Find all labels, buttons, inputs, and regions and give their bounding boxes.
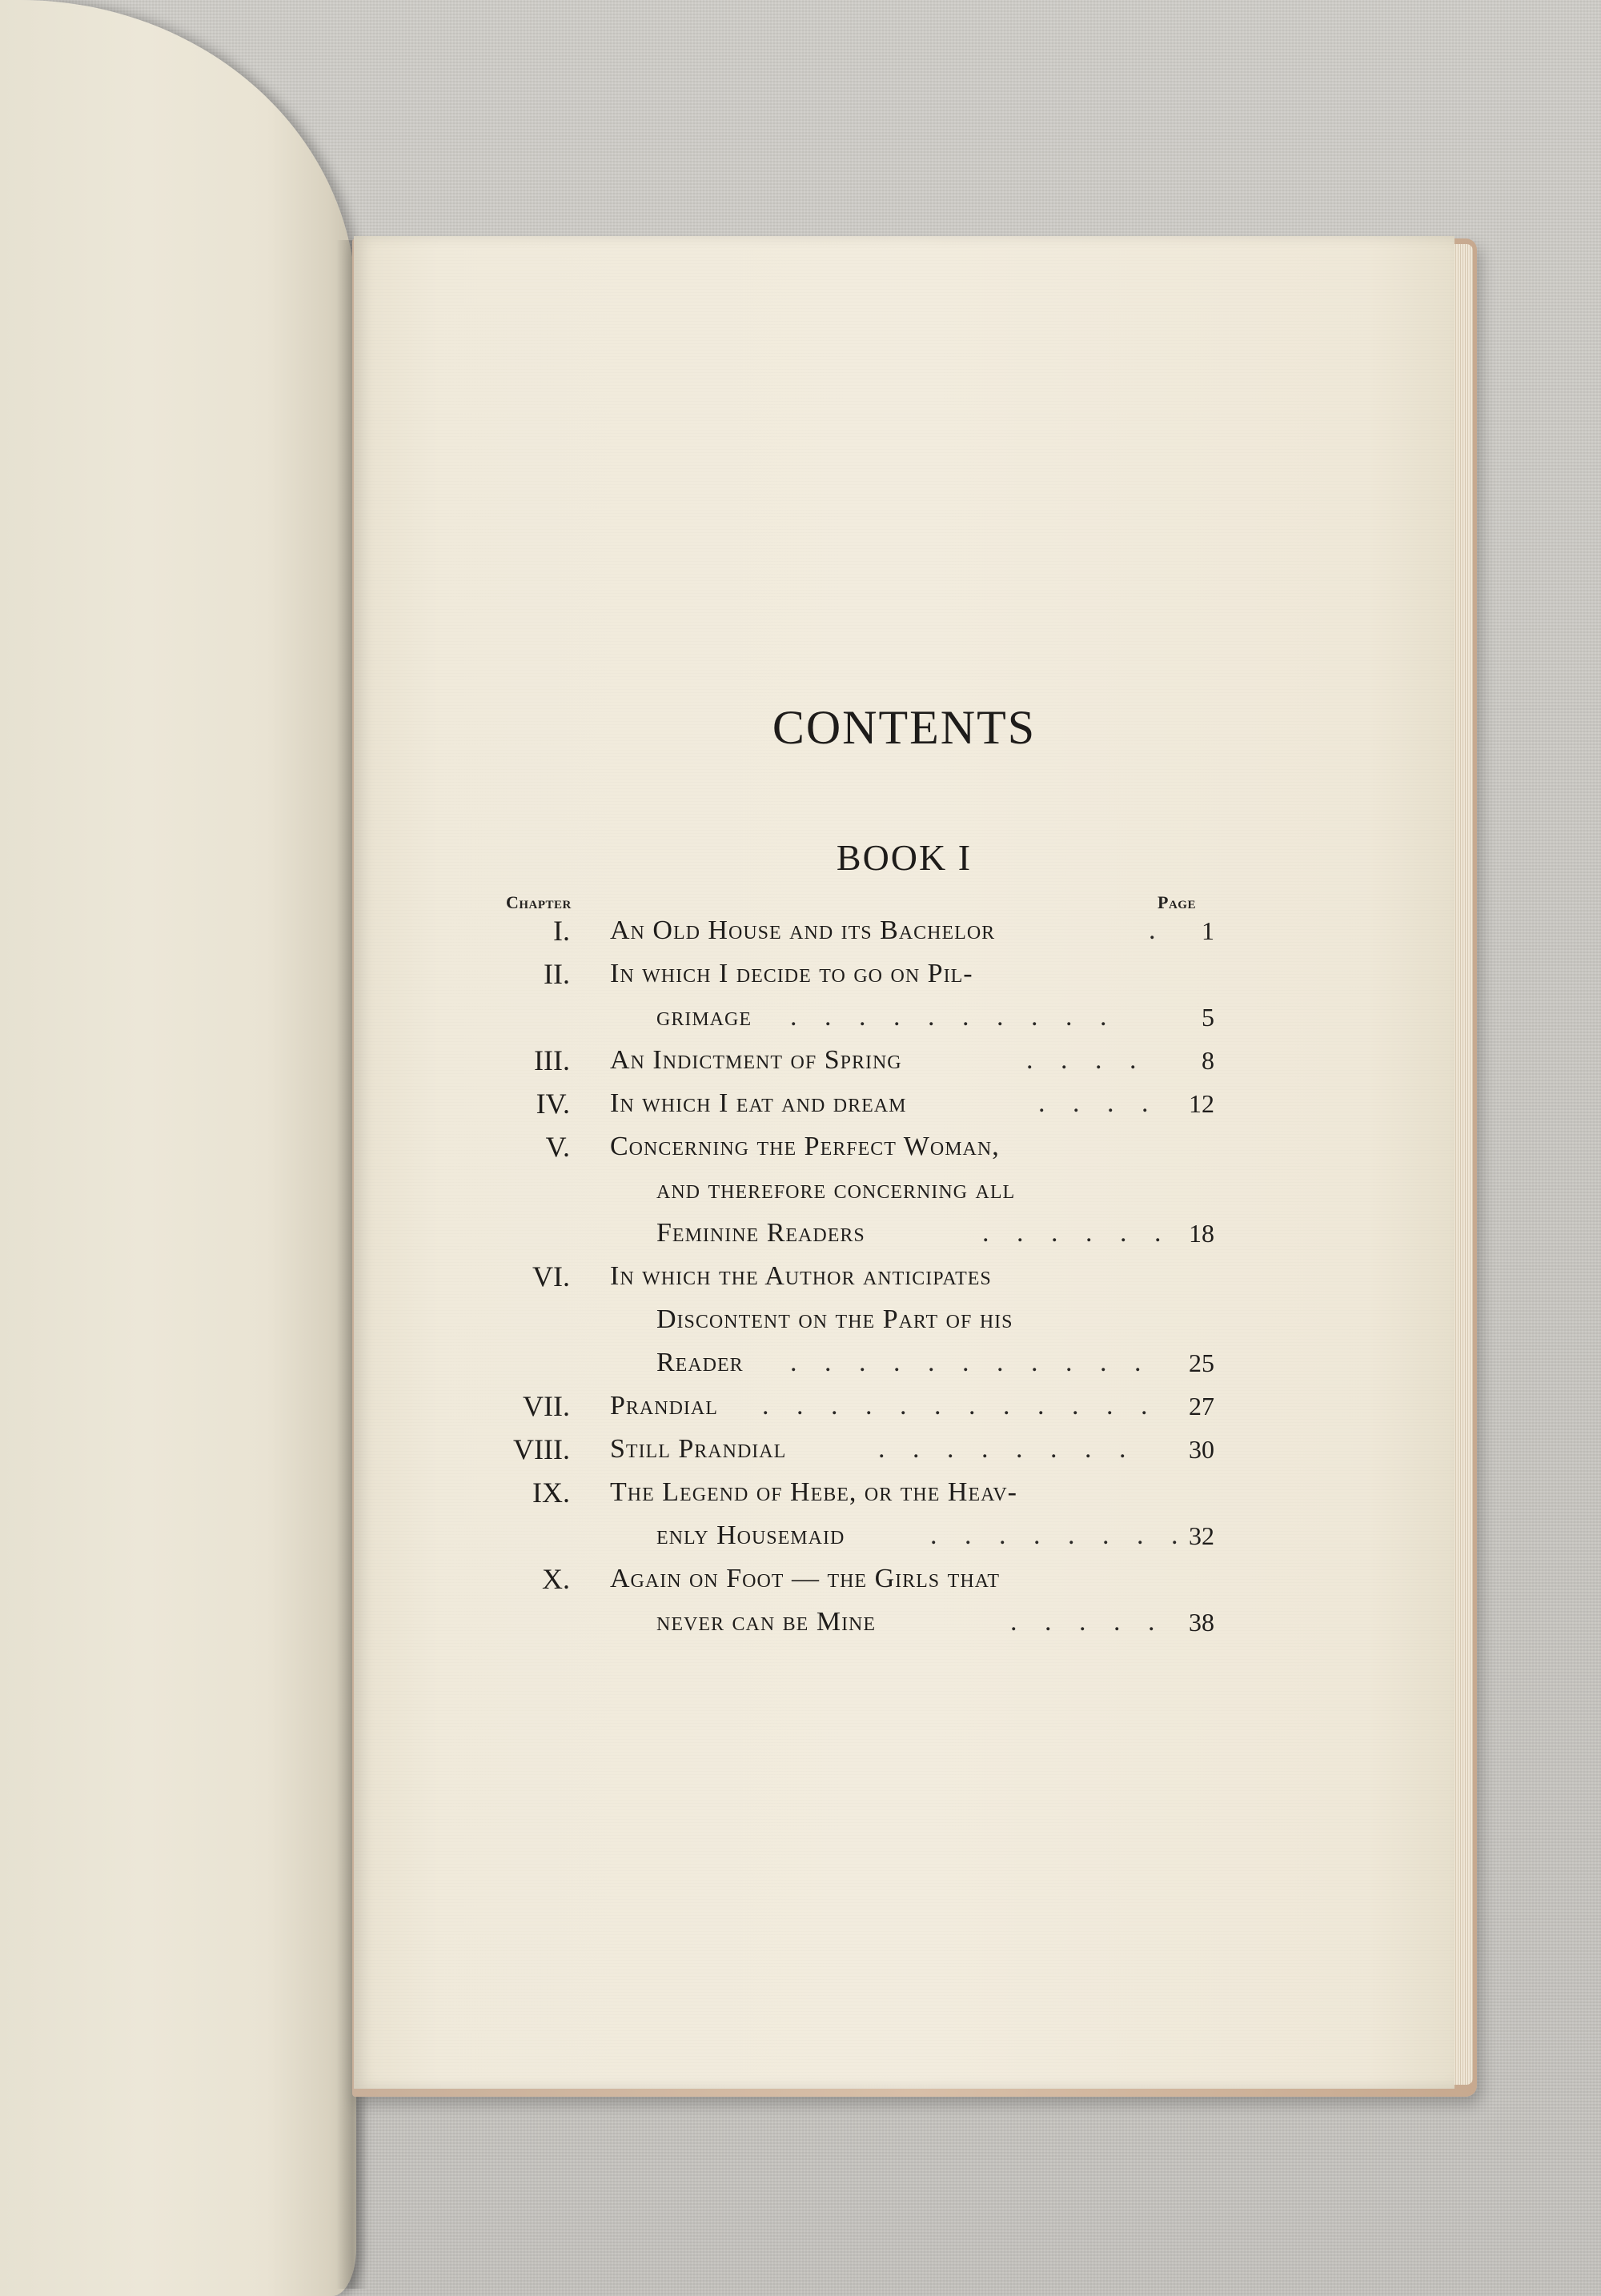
chapter-number: I.: [553, 915, 570, 947]
chapter-number: VI.: [532, 1260, 570, 1292]
toc-entry: [354, 1084, 1455, 1124]
chapter-title-continued: Feminine Readers: [656, 1218, 865, 1248]
chapter-title-continued: never can be Mine: [656, 1607, 877, 1637]
page-number: 30: [1189, 1435, 1214, 1464]
dot-leader: .: [1149, 916, 1166, 945]
toc-entry: [354, 1127, 1455, 1167]
chapter-title: The Legend of Hebe, or the Heav-: [610, 1477, 1018, 1507]
chapter-number: VIII.: [513, 1433, 570, 1465]
dot-leader: . . . . . .: [982, 1218, 1172, 1248]
chapter-title-continued: Discontent on the Part of his: [656, 1304, 1013, 1334]
chapter-number: II.: [544, 958, 570, 990]
chapter-number: X.: [542, 1563, 570, 1595]
toc-entry-continued: [354, 1170, 1455, 1210]
chapter-number: VII.: [523, 1390, 570, 1422]
chapter-title-continued: enly Housemaid: [656, 1521, 845, 1550]
column-header-page: Page: [1158, 892, 1196, 912]
dot-leader: . . . . .: [1010, 1607, 1166, 1637]
chapter-title: Still Prandial: [610, 1434, 787, 1464]
dot-leader: . . . .: [1026, 1045, 1147, 1075]
chapter-title-continued: grimage: [656, 1002, 752, 1032]
toc-entry: [354, 954, 1455, 994]
toc-entry: [354, 1386, 1455, 1426]
chapter-title: Prandial: [610, 1391, 718, 1420]
page-number: 1: [1202, 916, 1214, 945]
toc-entry-continued: [354, 1343, 1455, 1383]
dot-leader: . . . . . . . . . . .: [790, 1348, 1152, 1377]
chapter-title: Again on Foot — the Girls that: [610, 1564, 1000, 1593]
right-page-contents: [354, 236, 1455, 2089]
chapter-number: IV.: [536, 1088, 570, 1120]
dot-leader: . . . . . . . .: [930, 1521, 1189, 1550]
toc-entry: [354, 1429, 1455, 1469]
chapter-number: V.: [545, 1131, 570, 1163]
toc-entry: [354, 1256, 1455, 1296]
toc-entry-continued: [354, 1213, 1455, 1253]
chapter-number: IX.: [532, 1477, 570, 1509]
chapter-title-continued: Reader: [656, 1348, 744, 1377]
dot-leader: . . . . . . . . . . . .: [762, 1391, 1158, 1420]
toc-entry: [354, 1473, 1455, 1513]
page-number: 25: [1189, 1348, 1214, 1377]
table-of-contents: [354, 236, 1455, 2089]
page-number: 27: [1189, 1392, 1214, 1420]
toc-entry-continued: [354, 1300, 1455, 1340]
page-title: CONTENTS: [772, 701, 1037, 754]
chapter-title: In which I eat and dream: [610, 1088, 907, 1118]
chapter-title: In which the Author anticipates: [610, 1261, 992, 1291]
book-heading: BOOK I: [836, 837, 973, 878]
page-number: 18: [1189, 1219, 1214, 1248]
chapter-title-continued: and therefore concerning all: [656, 1175, 1016, 1204]
toc-entry: [354, 911, 1455, 951]
chapter-title: Concerning the Perfect Woman,: [610, 1132, 1000, 1161]
dot-leader: . . . .: [1038, 1088, 1159, 1118]
chapter-title: An Old House and its Bachelor: [610, 916, 996, 945]
dot-leader: . . . . . . . . . .: [790, 1002, 1117, 1032]
toc-entry: [354, 1040, 1455, 1080]
toc-entry-continued: [354, 1602, 1455, 1642]
toc-entry: [354, 1559, 1455, 1599]
chapter-number: III.: [534, 1044, 570, 1076]
toc-entry-continued: [354, 1516, 1455, 1556]
page-number: 38: [1189, 1608, 1214, 1637]
column-header-chapter: Chapter: [506, 892, 572, 912]
dot-leader: . . . . . . . .: [878, 1434, 1137, 1464]
toc-entry-continued: [354, 997, 1455, 1037]
page-number: 32: [1189, 1521, 1214, 1550]
chapter-title: An Indictment of Spring: [610, 1045, 902, 1075]
page-number: 8: [1202, 1046, 1214, 1075]
left-page-verso: [0, 0, 356, 2296]
page-number: 5: [1202, 1003, 1214, 1032]
page-number: 12: [1189, 1089, 1214, 1118]
chapter-title: In which I decide to go on Pil-: [610, 959, 973, 988]
